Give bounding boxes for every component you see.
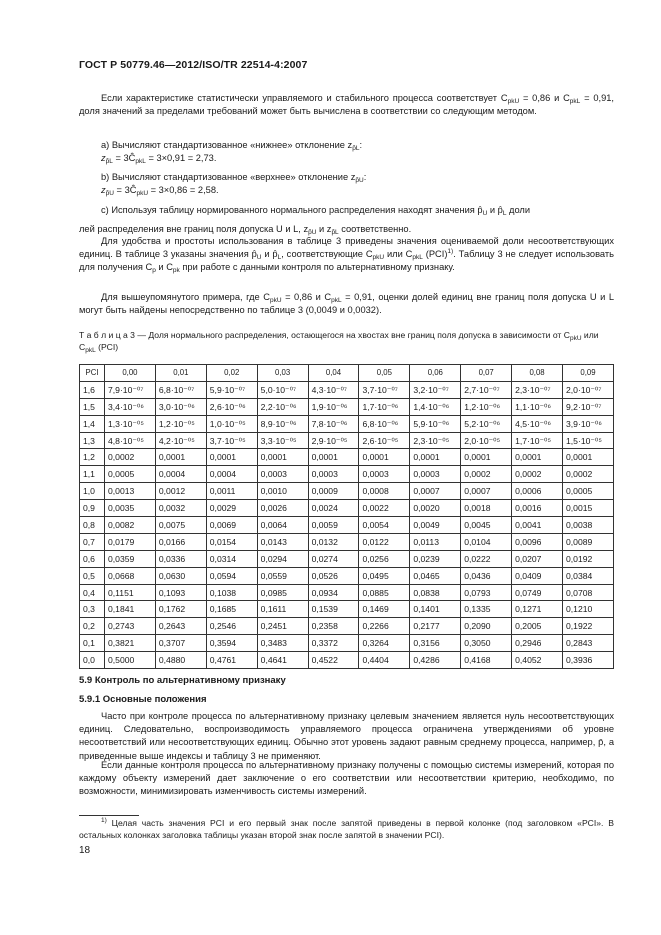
table-cell: 0,0035 [105, 500, 156, 517]
table-cell: 0,0003 [410, 466, 461, 483]
table-cell: 2,6·10⁻⁰⁵ [359, 432, 410, 449]
table-cell: 0,0113 [410, 533, 461, 550]
table-cell: 1,1·10⁻⁰⁶ [512, 398, 563, 415]
table-cell: 0,2451 [257, 618, 308, 635]
table-cell: 0,2266 [359, 618, 410, 635]
table-cell: 0,2005 [512, 618, 563, 635]
table-cell: 2,0·10⁻⁰⁷ [563, 381, 614, 398]
table-cell: 0,0003 [257, 466, 308, 483]
table-body [80, 381, 614, 668]
table-cell: 0,0002 [563, 466, 614, 483]
table-cell: 0,0708 [563, 584, 614, 601]
table-cell: 0,0179 [105, 533, 156, 550]
intro-paragraph [79, 92, 614, 118]
table-cell: 0,0001 [206, 449, 257, 466]
table-cell: 0,0012 [155, 483, 206, 500]
table-row [80, 483, 614, 500]
text-fragment: = 3Ĉ [113, 185, 137, 195]
table-cell: 0,3264 [359, 635, 410, 652]
table-cell: 0,0089 [563, 533, 614, 550]
table-cell: 0,0001 [563, 449, 614, 466]
text-fragment: соответственно. [338, 224, 412, 234]
table-cell: 0,0004 [155, 466, 206, 483]
table-cell: 0,0010 [257, 483, 308, 500]
section-title-5-9: 5.9 Контроль по альтернативному признаку [79, 675, 286, 686]
section-paragraph-1: Часто при контроле процесса по альтернативному признаку целевым значением является нуль несоответствующих единиц. Следовательно, воспроизводимость управляемого процесса ограничена утверждениями об уровне несоответствий или несоответствующих единиц. Обычно этот уровень задают равным среднему процесса, например, p̄, а приведенные выше индексы и таблицу 3 не применяют. [79, 711, 614, 761]
table-cell: 0,1151 [105, 584, 156, 601]
table-cell: 0,0001 [461, 449, 512, 466]
table-cell: 0,0207 [512, 550, 563, 567]
table-cell: 0,0001 [155, 449, 206, 466]
table-cell: 1,0·10⁻⁰⁵ [206, 415, 257, 432]
step-c-cont: лей распределения вне границ поля допуска U и L, $z_{p̂U}$ и $z_{p̂L}$ соответственно. [79, 224, 412, 236]
table-cell: 0,2946 [512, 635, 563, 652]
table-cell: 5,9·10⁻⁰⁷ [206, 381, 257, 398]
table-cell: 0,0436 [461, 567, 512, 584]
table-cell: 0,0026 [257, 500, 308, 517]
table-cell: 4,3·10⁻⁰⁷ [308, 381, 359, 398]
table-cell: 0,0018 [461, 500, 512, 517]
table-cell: 5,2·10⁻⁰⁶ [461, 415, 512, 432]
table-cell: 0,0002 [105, 449, 156, 466]
table-cell: 0,0001 [512, 449, 563, 466]
table-cell: 0,0064 [257, 517, 308, 534]
table-row [80, 618, 614, 635]
table-cell: 0,0013 [105, 483, 156, 500]
table-cell: 0,0154 [206, 533, 257, 550]
table-cell: 0,4168 [461, 652, 512, 669]
table-cell: 2,0·10⁻⁰⁵ [461, 432, 512, 449]
table-cell: 0,3936 [563, 652, 614, 669]
text-fragment: (PCI) [422, 249, 448, 260]
table-cell: 0,0096 [512, 533, 563, 550]
column-header: 0,06 [410, 365, 461, 382]
table-cell: 0,0495 [359, 567, 410, 584]
table-cell: 0,0008 [359, 483, 410, 500]
table-cell: 0,5000 [105, 652, 156, 669]
step-a-calc [101, 152, 614, 165]
table-cell: 1,2·10⁻⁰⁶ [461, 398, 512, 415]
pci-cell: 0,4 [80, 584, 105, 601]
table-cell: 0,0934 [308, 584, 359, 601]
subscript: p [152, 267, 156, 275]
column-header: 0,00 [105, 365, 156, 382]
text-fragment: = 0,91, доля значений за пределами требований может быть вычислена в соответствии со следующим методом. [79, 93, 614, 117]
table-cell: 9,2·10⁻⁰⁷ [563, 398, 614, 415]
table-cell: 0,0559 [257, 567, 308, 584]
text-fragment: Т а б л и ц а 3 — Доля нормального распределения, остающегося на хвостах вне границ поля допуска в зависимости от C [79, 330, 570, 340]
pci-cell: 0,8 [80, 517, 105, 534]
text-fragment: = 0,86 и C [281, 292, 332, 302]
table-cell: 0,4404 [359, 652, 410, 669]
table-row [80, 533, 614, 550]
table-cell: 0,0630 [155, 567, 206, 584]
step-c: с) Используя таблицу нормированного нормального распределения находят значения $p̂_U$ и $p̂_L$ доли [101, 205, 531, 217]
table-cell: 0,0985 [257, 584, 308, 601]
table-cell: 0,0336 [155, 550, 206, 567]
table-cell: 0,0016 [512, 500, 563, 517]
text-fragment: и C [155, 262, 173, 273]
table-cell: 0,0003 [308, 466, 359, 483]
pci-cell: 0,6 [80, 550, 105, 567]
table-cell: 0,0749 [512, 584, 563, 601]
subscript: pk [172, 267, 180, 275]
table-cell: 4,5·10⁻⁰⁶ [512, 415, 563, 432]
table-cell: 0,0041 [512, 517, 563, 534]
subscript: pkL [85, 347, 96, 354]
step-b-calc [101, 184, 614, 197]
table-cell: 0,1401 [410, 601, 461, 618]
subscript: p̂L [352, 145, 360, 152]
table-row [80, 550, 614, 567]
table-cell: 1,4·10⁻⁰⁶ [410, 398, 461, 415]
text-fragment: и p̂ [261, 249, 278, 260]
subscript: pkL [331, 297, 342, 304]
table-row [80, 652, 614, 669]
subscript: pkU [507, 98, 520, 105]
table-cell: 0,0004 [206, 466, 257, 483]
table-cell: 0,1093 [155, 584, 206, 601]
table-cell: 0,0274 [308, 550, 359, 567]
pci-cell: 1,4 [80, 415, 105, 432]
subscript: pkU [569, 335, 582, 342]
subscript: pkL [135, 158, 146, 165]
subscript: pkU [372, 254, 385, 262]
table-cell: 0,0256 [359, 550, 410, 567]
table-row [80, 601, 614, 618]
table-cell: 0,0384 [563, 567, 614, 584]
table-cell: 0,1335 [461, 601, 512, 618]
pci-cell: 1,1 [80, 466, 105, 483]
table-cell: 0,0192 [563, 550, 614, 567]
table-cell: 0,3050 [461, 635, 512, 652]
table-cell: 0,0005 [563, 483, 614, 500]
text-fragment: = 3×0,86 = 2,58. [148, 185, 219, 195]
table-row [80, 449, 614, 466]
pci-cell: 1,5 [80, 398, 105, 415]
pci-cell: 1,2 [80, 449, 105, 466]
table-cell: 0,1271 [512, 601, 563, 618]
table-cell: 0,1038 [206, 584, 257, 601]
step-b: b) Вычисляют стандартизованное «верхнее» отклонение $z_{p̂U}$: [101, 172, 367, 184]
table-cell: 0,0038 [563, 517, 614, 534]
footnote-mark: 1) [101, 817, 107, 824]
table-cell: 2,3·10⁻⁰⁷ [512, 381, 563, 398]
table-cell: 0,0009 [308, 483, 359, 500]
pci-cell: 0,7 [80, 533, 105, 550]
text-fragment: b) Вычисляют стандартизованное «верхнее» отклонение z [101, 172, 356, 182]
table-row [80, 398, 614, 415]
column-header: 0,09 [563, 365, 614, 382]
pci-cell: 1,3 [80, 432, 105, 449]
table-cell: 0,3707 [155, 635, 206, 652]
text-fragment: или C [384, 249, 413, 260]
table-row [80, 635, 614, 652]
text-fragment: при работе с данными контроля по альтернативному признаку. [179, 262, 455, 273]
table-cell: 0,0032 [155, 500, 206, 517]
pci-cell: 0,0 [80, 652, 105, 669]
table-cell: 4,8·10⁻⁰⁵ [105, 432, 156, 449]
table-cell: 0,0045 [461, 517, 512, 534]
table-cell: 2,2·10⁻⁰⁶ [257, 398, 308, 415]
table-row [80, 500, 614, 517]
table-cell: 0,1611 [257, 601, 308, 618]
table-cell: 0,1685 [206, 601, 257, 618]
pci-cell: 0,1 [80, 635, 105, 652]
table-cell: 0,4761 [206, 652, 257, 669]
column-header: 0,02 [206, 365, 257, 382]
table-cell: 1,3·10⁻⁰⁵ [105, 415, 156, 432]
table-cell: 0,0006 [512, 483, 563, 500]
table-cell: 0,0054 [359, 517, 410, 534]
table-cell: 0,1210 [563, 601, 614, 618]
table-cell: 0,0294 [257, 550, 308, 567]
table-row [80, 381, 614, 398]
table-cell: 0,0668 [105, 567, 156, 584]
table-row [80, 517, 614, 534]
table-cell: 0,2546 [206, 618, 257, 635]
text-fragment: = 0,86 и C [519, 93, 570, 103]
table-cell: 7,9·10⁻⁰⁷ [105, 381, 156, 398]
section-title-5-9-1: 5.9.1 Основные положения [79, 694, 207, 705]
table-cell: 0,0003 [359, 466, 410, 483]
pci-cell: 0,2 [80, 618, 105, 635]
table-cell: 0,2177 [410, 618, 461, 635]
table-cell: 0,0122 [359, 533, 410, 550]
pci-cell: 1,0 [80, 483, 105, 500]
table-cell: 0,0222 [461, 550, 512, 567]
table-cell: 0,0001 [257, 449, 308, 466]
table-cell: 0,0594 [206, 567, 257, 584]
table-cell: 0,0001 [308, 449, 359, 466]
table-cell: 1,7·10⁻⁰⁵ [512, 432, 563, 449]
table-cell: 2,7·10⁻⁰⁷ [461, 381, 512, 398]
table-cell: 0,2743 [105, 618, 156, 635]
table-cell: 0,4052 [512, 652, 563, 669]
table-cell: 1,2·10⁻⁰⁵ [155, 415, 206, 432]
table-cell: 7,8·10⁻⁰⁶ [308, 415, 359, 432]
table-cell: 0,0001 [359, 449, 410, 466]
table-cell: 0,0465 [410, 567, 461, 584]
table-cell: 0,3372 [308, 635, 359, 652]
table-cell: 0,0059 [308, 517, 359, 534]
table-cell: 0,0314 [206, 550, 257, 567]
text-fragment: с) Используя таблицу нормированного нормального распределения находят значения p̂ [101, 205, 483, 215]
table-cell: 3,7·10⁻⁰⁷ [359, 381, 410, 398]
table-cell: 0,0793 [461, 584, 512, 601]
table-cell: 0,0007 [461, 483, 512, 500]
text-fragment: лей распределения вне границ поля допуска U и L, z [79, 224, 309, 234]
table-cell: 0,0075 [155, 517, 206, 534]
document-header: ГОСТ Р 50779.46—2012/ISO/TR 22514-4:2007 [79, 59, 308, 71]
text-fragment: Для удобства и простоты использования в таблице 3 приведены значения оцениваемой доли несоответствующих единиц. В таблице 3 указаны значения p̂ [79, 236, 614, 260]
table-cell: 3,0·10⁻⁰⁶ [155, 398, 206, 415]
table-cell: 0,0001 [410, 449, 461, 466]
table-cell: 0,0526 [308, 567, 359, 584]
table-cell: 8,9·10⁻⁰⁶ [257, 415, 308, 432]
text-fragment: или C [79, 330, 599, 352]
table-cell: 0,2358 [308, 618, 359, 635]
table-cell: 3,2·10⁻⁰⁷ [410, 381, 461, 398]
table-cell: 5,9·10⁻⁰⁶ [410, 415, 461, 432]
table-row [80, 466, 614, 483]
table-cell: 0,1841 [105, 601, 156, 618]
subscript: p̂L [105, 158, 113, 165]
text-fragment: доли [506, 205, 531, 215]
text-fragment: а) Вычисляют стандартизованное «нижнее» отклонение z [101, 140, 353, 150]
table-cell: 1,7·10⁻⁰⁶ [359, 398, 410, 415]
footnote-text: Целая часть значения PCI и его первый знак после запятой приведены в первой колонке (под заголовком «PCI». В остальных колонках заголовка таблицы указан второй знак после запятой в значении PCI). [79, 818, 614, 840]
table-cell: 0,0409 [512, 567, 563, 584]
text-fragment: = 3Ĉ [112, 153, 136, 163]
table-cell: 0,0885 [359, 584, 410, 601]
table-row [80, 415, 614, 432]
column-header: 0,08 [512, 365, 563, 382]
table-header-row [80, 365, 614, 382]
table-cell: 0,0838 [410, 584, 461, 601]
table-cell: 0,0005 [105, 466, 156, 483]
table-cell: 0,0143 [257, 533, 308, 550]
table-cell: 6,8·10⁻⁰⁶ [359, 415, 410, 432]
table-cell: 0,0007 [410, 483, 461, 500]
table-cell: 0,0029 [206, 500, 257, 517]
text-fragment: . Таблицу 3 не следует использовать для получения C [79, 249, 614, 273]
table-row [80, 584, 614, 601]
table-cell: 4,2·10⁻⁰⁵ [155, 432, 206, 449]
table-cell: 0,0069 [206, 517, 257, 534]
column-header: 0,03 [257, 365, 308, 382]
pci-cell: 0,3 [80, 601, 105, 618]
table-cell: 0,3821 [105, 635, 156, 652]
subscript: p̂U [105, 190, 114, 197]
table-cell: 6,8·10⁻⁰⁷ [155, 381, 206, 398]
text-fragment: Если характеристике статистически управляемого и стабильного процесса соответствует C [101, 93, 508, 103]
table-cell: 1,9·10⁻⁰⁶ [308, 398, 359, 415]
section-paragraph-2: Если данные контроля процесса по альтернативному признаку получены с помощью системы измерений, которая по каждому объекту измерений дает заключение о его соответствии или несоответствии критерию, необходимо, по возможности, минимизировать изменчивость системы измерений. [79, 760, 614, 797]
text-fragment: = 3×0,91 = 2,73. [145, 153, 217, 163]
pci-cell: 0,9 [80, 500, 105, 517]
table-cell: 0,3156 [410, 635, 461, 652]
table-cell: 3,3·10⁻⁰⁵ [257, 432, 308, 449]
table-cell: 0,0082 [105, 517, 156, 534]
table-cell: 0,2843 [563, 635, 614, 652]
table-cell: 3,4·10⁻⁰⁶ [105, 398, 156, 415]
subscript: pkL [412, 254, 423, 262]
text-fragment: (PCI) [95, 342, 119, 352]
example-paragraph [79, 291, 614, 317]
table-cell: 3,7·10⁻⁰⁵ [206, 432, 257, 449]
subscript: p̂U [355, 177, 364, 184]
table-cell: 2,6·10⁻⁰⁶ [206, 398, 257, 415]
table-cell: 0,0166 [155, 533, 206, 550]
text-fragment: = 0,91, оценки долей единиц вне границ поля допуска U и L могут быть найдены непосредственно по таблице 3 (0,0049 и 0,0032). [79, 292, 614, 316]
table-cell: 3,9·10⁻⁰⁶ [563, 415, 614, 432]
table-cell: 0,0022 [359, 500, 410, 517]
table-cell: 0,4286 [410, 652, 461, 669]
convenience-paragraph: Для удобства и простоты использования в таблице 3 приведены значения оцениваемой доли несоответствующих единиц. В таблице 3 указаны значения $p̂_U$ и $p̂_L$, соответствующие $C_{pkU}$ или $C_{pkL}$ (PCI)$^{1)}$. Таблицу 3 не следует использовать для получения $C_p$ и $C_{pk}$ при работе с данными контроля по альтернативному признаку. [79, 236, 614, 275]
table-cell: 5,0·10⁻⁰⁷ [257, 381, 308, 398]
table-cell: 0,0132 [308, 533, 359, 550]
column-header: 0,04 [308, 365, 359, 382]
column-header: 0,05 [359, 365, 410, 382]
column-header-pci: PCI [80, 365, 105, 382]
pci-table [79, 364, 614, 669]
table-cell: 0,4641 [257, 652, 308, 669]
table-cell: 2,3·10⁻⁰⁵ [410, 432, 461, 449]
table-cell: 1,5·10⁻⁰⁵ [563, 432, 614, 449]
table-cell: 0,0024 [308, 500, 359, 517]
table-cell: 0,0002 [512, 466, 563, 483]
table-cell: 0,0049 [410, 517, 461, 534]
table-cell: 0,1762 [155, 601, 206, 618]
column-header: 0,01 [155, 365, 206, 382]
text-fragment: и p̂ [487, 205, 503, 215]
table-cell: 0,4522 [308, 652, 359, 669]
table-cell: 0,1469 [359, 601, 410, 618]
table-cell: 0,0239 [410, 550, 461, 567]
text-fragment: , соответствующие C [281, 249, 373, 260]
table-cell: 0,0015 [563, 500, 614, 517]
table-row [80, 567, 614, 584]
table-cell: 0,0002 [461, 466, 512, 483]
page-number: 18 [79, 845, 91, 856]
footnote-mark: 1) [447, 248, 454, 256]
table-cell: 0,0011 [206, 483, 257, 500]
text-fragment: Для вышеупомянутого примера, где C [101, 292, 270, 302]
footnote-separator [79, 815, 139, 816]
subscript: pkL [569, 98, 581, 105]
subscript: pkU [136, 190, 149, 197]
table-cell: 0,4880 [155, 652, 206, 669]
text-fragment: и z [316, 224, 332, 234]
table-cell: 0,2090 [461, 618, 512, 635]
pci-cell: 0,5 [80, 567, 105, 584]
table-cell: 0,1922 [563, 618, 614, 635]
step-a: а) Вычисляют стандартизованное «нижнее» отклонение $z_{p̂L}$: [101, 140, 363, 152]
column-header: 0,07 [461, 365, 512, 382]
table-cell: 0,2643 [155, 618, 206, 635]
table-cell: 0,0359 [105, 550, 156, 567]
pci-cell: 1,6 [80, 381, 105, 398]
table-cell: 0,3594 [206, 635, 257, 652]
table-cell: 0,0020 [410, 500, 461, 517]
table-cell: 0,3483 [257, 635, 308, 652]
table-cell: 2,9·10⁻⁰⁵ [308, 432, 359, 449]
table-caption [79, 329, 614, 353]
subscript: pkU [269, 297, 282, 304]
table-cell: 0,0104 [461, 533, 512, 550]
footnote [79, 818, 614, 841]
variable: z [101, 153, 106, 163]
table-cell: 0,1539 [308, 601, 359, 618]
table-row [80, 432, 614, 449]
variable: z [101, 185, 106, 195]
